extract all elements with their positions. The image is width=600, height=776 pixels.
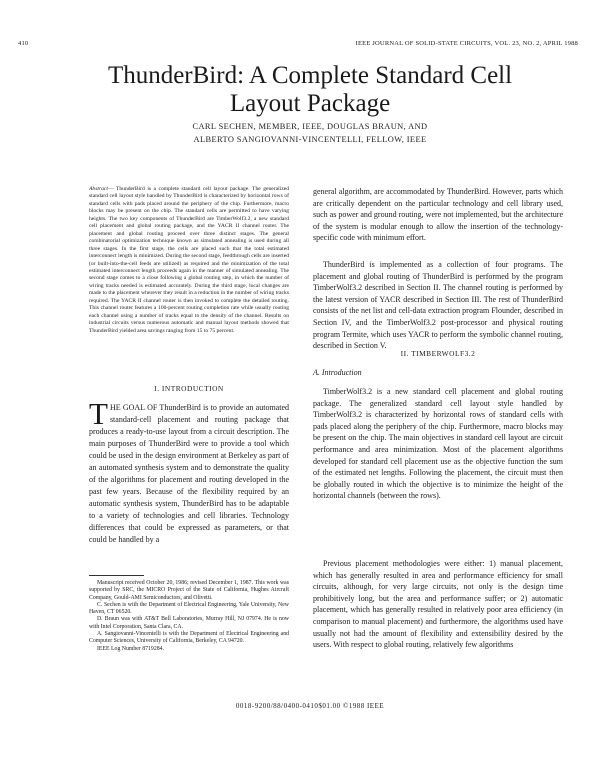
authors-line-1: CARL SECHEN, MEMBER, IEEE, DOUGLAS BRAUN, AND xyxy=(192,122,428,131)
right-paragraph-3: TimberWolf3.2 is a new standard cell placement and global routing package. The generalized standard cell layout style handled by TimberWolf3.2 is characterized by horizontal rows of standard cells with pads placed along the periphery of the chip. Furthermore, macro blocks may be present on the chip. The main objectives in standard cell layout are circuit performance and area minimization. Most of the placement algorithms developed for standard cell placement use as the objective function the sum of the estimated net lengths. Following the placement, the circuit must then be globally routed in which the objective is to minimize the height of the horizontal channels (between the rows). xyxy=(313,387,563,501)
footnote-braun: D. Braun was with AT&T Bell Laboratories, Murray Hill, NJ 07974. He is now with Intel Corporation, Santa Clara, CA. xyxy=(89,616,289,630)
section-2-heading: II. TIMBERWOLF3.2 xyxy=(400,349,476,358)
authors-line-2: ALBERTO SANGIOVANNI-VINCENTELLI, FELLOW, IEEE xyxy=(193,135,427,144)
footnote-manuscript: Manuscript received October 20, 1986; revised December 1, 1987. This work was supported by SRC, the MICRO Project of the State of California, Hughes Aircraft Company, Gould-AMI Semiconductors, and Olivetti. xyxy=(89,580,289,601)
title-line-1: ThunderBird: A Complete Standard Cell xyxy=(107,62,513,89)
footnote-log-number: IEEE Log Number 8719284. xyxy=(97,645,164,652)
right-paragraph-2: ThunderBird is implemented as a collection of four programs. The placement and global routing of ThunderBird is performed by the program TimberWolf3.2 described in Section II. The channel routing is performed by the latest version of YACR described in Section III. The rest of ThunderBird consists of the net list and cell-data extraction program Flounder, described in Section IV, and the TimberWolf3.2 post-processor and physical routing program Termite, which uses YACR to perform the symbolic channel routing, described in Section V. xyxy=(313,260,563,351)
introduction-text: HE GOAL OF ThunderBird is to provide an automated standard-cell placement and routing package that produces a ready-to-use layout from a circuit description. The main purposes of ThunderBird were to provide a tool which could be used in the design environment at Berkeley as part of an automated synthesis system and to demonstrate the quality of the algorithms for placement and routing developed in the past few years. Because of the flexibility required by an automatic synthesis system, ThunderBird has to be adaptable to a variety of technologies and cell libraries. Technology differences that could be expressed as parameters, or that could be handled by a xyxy=(89,403,289,544)
right-paragraph-1: general algorithm, are accommodated by ThunderBird. However, parts which are critically dependent on the particular technology and cell library used, such as power and ground routing, were not implemented, but the architecture of the system is modular enough to allow the insertion of the technology-specific code with minimum effort. xyxy=(313,187,563,243)
footnote-sechen: C. Sechen is with the Department of Electrical Engineering, Yale University, New Haven, CT 06520. xyxy=(89,601,289,616)
abstract-label: Abstract xyxy=(89,186,108,192)
footnote-rule xyxy=(89,575,144,576)
right-paragraph-4: Previous placement methodologies were either: 1) manual placement, which has generally resulted in area and performance efficiency for small circuits, although, for very large circuits, not only is the design time prohibitively long, but the area and performance suffer; or 2) automatic placement, which has generally resulted in relatively poor area efficiency (in comparison to manual placement) and furthermore, the algorithms used have usually not had the amount of flexibility and extensibility desired by the users. With respect to global routing, relatively few algorithms xyxy=(313,559,563,650)
author-list xyxy=(40,120,580,146)
introduction-paragraph xyxy=(89,396,289,546)
drop-cap: T xyxy=(89,396,108,431)
journal-header: IEEE JOURNAL OF SOLID-STATE CIRCUITS, VOL. 23, NO. 2, APRIL 1988 xyxy=(355,40,578,47)
footnote-sangiovanni: A. Sangiovanni-Vincentelli is with the Department of Electrical Engineering and Computer Sciences, University of California, Berkeley, CA 94720. xyxy=(89,631,289,645)
abstract xyxy=(89,186,289,335)
abstract-text: — ThunderBird is a complete standard cell layout package. The generalized standard cell layout style handled by ThunderBird is characterized by horizontal rows of standard cells with pads placed around the periphery of the chip. Furthermore, macro blocks may be present on the chip. The standard cells are permitted to have varying heights. The two key components of ThunderBird are TimberWolf3.2, a new standard cell placement and global routing package, and the YACR II channel router. The placement and global routing proceed over three distinct stages. The general combinatorial optimization technique known as simulated annealing is used during all three stages. In the first stage, the cells are placed such that the total estimated interconnect length is minimized. During the second stage, feedthrough cells are inserted (or built-into-the-cell feeds are utilized) as required and the minimization of the total estimated interconnect length proceeds again in the manner of simulated annealing. The second stage comes to a close following a global routing step, in which the number of wiring tracks needed is estimated accurately. During the third stage, local changes are made to the placement wherever they result in a reduction in the number of wiring tracks required. The YACR II channel router is then invoked to complete the detailed routing. This channel router features a 100-percent routing completion rate while usually routing each channel using a number of tracks equal to the density of the channel. Results on industrial circuits versus numerous automatic and manual layout methods showed that ThunderBird yielded area savings ranging from 15 to 75 percent. xyxy=(89,186,289,334)
title-line-2: Layout Package xyxy=(229,90,391,117)
running-header xyxy=(18,40,578,52)
copyright-footer: 0018-9200/88/0400-0410$01.00 ©1988 IEEE xyxy=(235,702,385,710)
subsection-a-heading: A. Introduction xyxy=(313,368,362,377)
paper-title xyxy=(40,62,580,118)
section-1-heading: I. INTRODUCTION xyxy=(154,384,224,393)
footnotes xyxy=(89,580,289,653)
page-number: 410 xyxy=(18,40,29,47)
